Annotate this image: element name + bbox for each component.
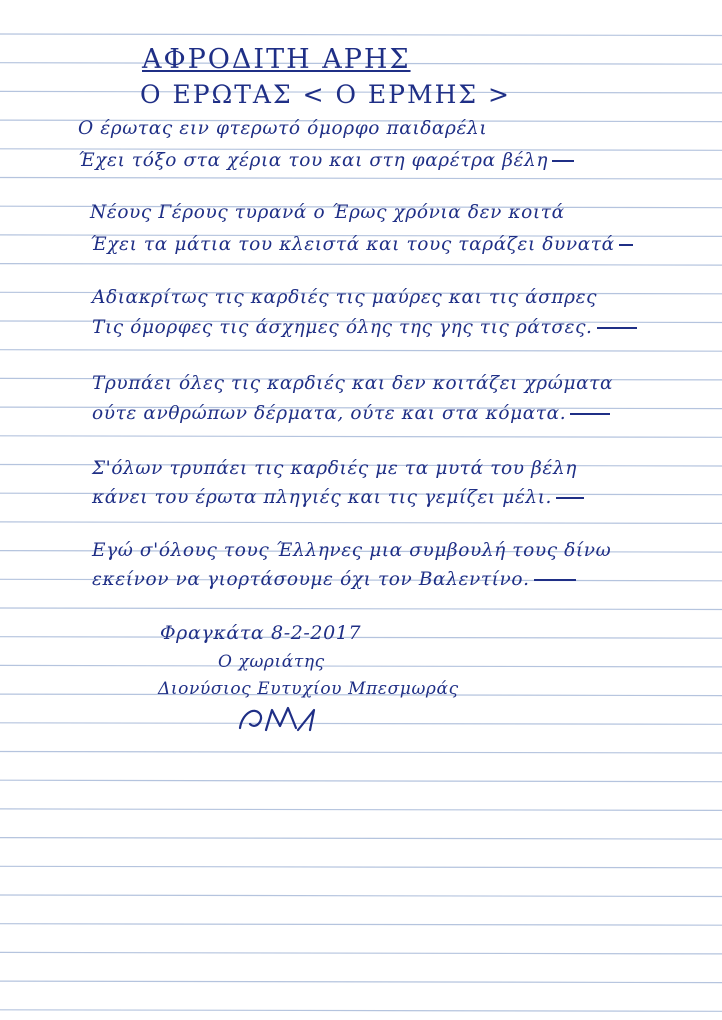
ruled-line — [0, 780, 722, 782]
poem-line: Έχει τα μάτια του κλειστά και τους ταράζει δυνατά — [90, 234, 633, 255]
poem-line: Ο έρωτας ειν φτερωτό όμορφο παιδαρέλι — [78, 118, 488, 139]
ruled-line — [0, 723, 722, 725]
poem-line: Τρυπάει όλες τις καρδιές και δεν κοιτάζει χρώματα — [92, 373, 614, 394]
poem-line: Αδιακρίτως τις καρδιές τις μαύρες και τις άσπρες — [92, 287, 598, 308]
ruled-line — [0, 178, 722, 180]
poem-line: Νέους Γέρους τυρανά ο Έρως χρόνια δεν κοιτά — [90, 202, 565, 223]
ruled-line — [0, 952, 722, 954]
poem-line: ούτε ανθρώπων δέρματα, ούτε και στα κόματα. — [92, 403, 610, 424]
ruled-line — [0, 522, 722, 524]
ruled-line — [0, 895, 722, 897]
author-name: Διονύσιος Ευτυχίου Μπεσμωράς — [158, 679, 459, 699]
ruled-line — [0, 608, 722, 610]
author-role: Ο χωριάτης — [218, 652, 325, 672]
ruled-line — [0, 981, 722, 983]
ruled-line — [0, 809, 722, 811]
ruled-line — [0, 34, 722, 36]
poem-line: κάνει του έρωτα πληγιές και τις γεμίζει μέλι. — [92, 487, 584, 508]
handwritten-signature — [236, 700, 326, 736]
poem-line: εκείνον να γιορτάσουμε όχι τον Βαλεντίνο. — [92, 569, 576, 590]
ruled-line — [0, 838, 722, 840]
ruled-line — [0, 436, 722, 438]
ruled-line — [0, 866, 722, 868]
poem-line: Τις όμορφες τις άσχημες όλης της γης τις ράτσες. — [92, 317, 637, 338]
place-date: Φραγκάτα 8-2-2017 — [160, 622, 362, 644]
poem-title: ΑΦΡΟΔΙΤΗ ΑΡΗΣ — [142, 44, 411, 75]
ruled-line — [0, 924, 722, 926]
ruled-line — [0, 350, 722, 352]
ruled-line — [0, 264, 722, 266]
poem-subtitle: Ο ΕΡΩΤΑΣ < Ο ΕΡΜΗΣ > — [140, 80, 511, 109]
ruled-line — [0, 752, 722, 754]
ruled-line — [0, 665, 722, 667]
poem-line: Έχει τόξο στα χέρια του και στη φαρέτρα βέλη — [78, 150, 574, 171]
poem-line: Εγώ σ'όλους τους Έλληνες μια συμβουλή τους δίνω — [92, 540, 612, 561]
ruled-line — [0, 1010, 722, 1012]
poem-line: Σ'όλων τρυπάει τις καρδιές με τα μυτά του βέλη — [92, 458, 577, 479]
